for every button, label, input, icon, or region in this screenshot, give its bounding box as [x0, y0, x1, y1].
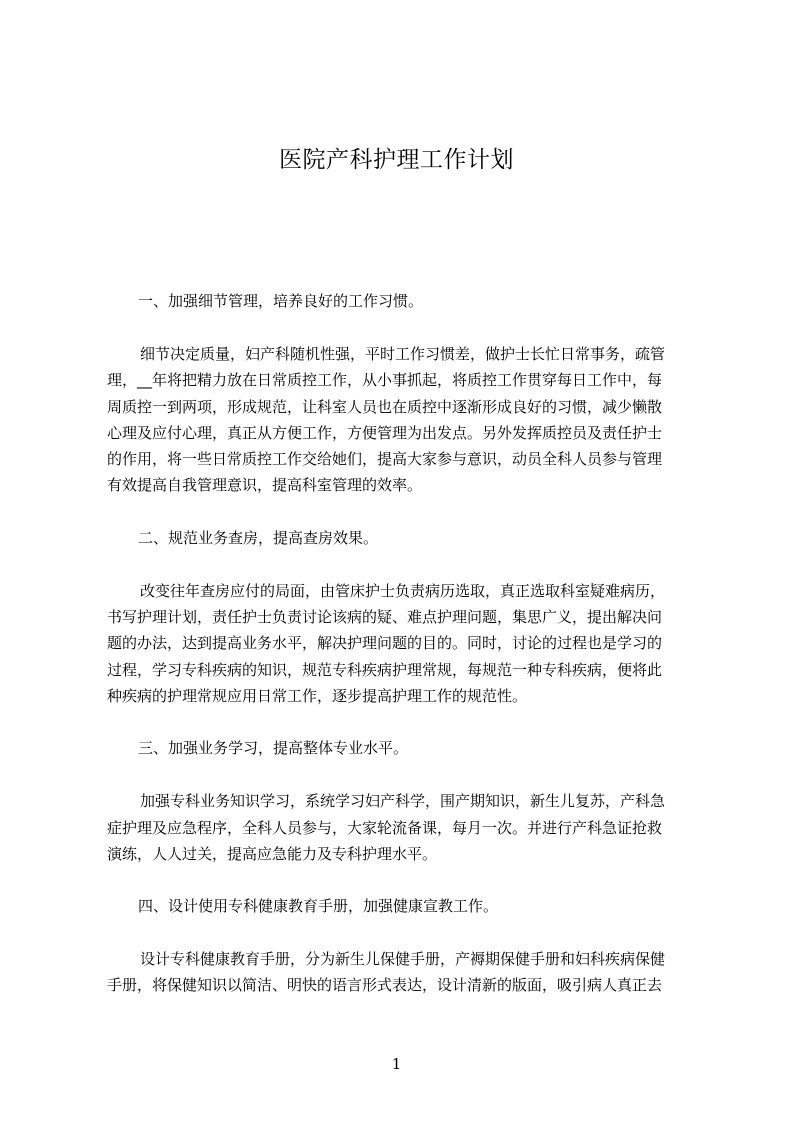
paragraph-line: 症护理及应急程序，全科人员参与，大家轮流备课，每月一次。并进行产科急证抢救	[107, 818, 663, 837]
section-heading: 三、加强业务学习，提高整体专业水平。	[138, 739, 409, 758]
section-paragraph	[107, 788, 700, 867]
document-body	[107, 288, 700, 999]
section-paragraph	[107, 341, 700, 499]
paragraph-line: 过程，学习专科疾病的知识，规范专科疾病护理常规，每规范一种专科疾病，便将此	[107, 660, 663, 679]
paragraph-line: 理，__年将把精力放在日常质控工作，从小事抓起，将质控工作贯穿每日工作中，每	[107, 371, 663, 390]
paragraph-line: 演练，人人过关，提高应急能力及专科护理水平。	[107, 844, 438, 863]
paragraph-line: 设计专科健康教育手册，分为新生儿保健手册，产褥期保健手册和妇科疾病保健	[140, 950, 666, 969]
section-4	[107, 893, 700, 999]
section-2	[107, 525, 700, 735]
paragraph-line: 种疾病的护理常规应用日常工作，逐步提高护理工作的规范性。	[107, 686, 528, 705]
paragraph-line: 的作用，将一些日常质控工作交给她们，提高大家参与意识，动员全科人员参与管理	[107, 450, 663, 469]
paragraph-line: 书写护理计划，责任护士负责讨论该病的疑、难点护理问题，集思广义，提出解决问	[107, 608, 663, 627]
section-heading: 四、设计使用专科健康教育手册，加强健康宣教工作。	[138, 897, 499, 916]
paragraph-line: 改变往年查房应付的局面，由管床护士负责病历选取，真正选取科室疑难病历，	[140, 581, 666, 600]
section-1	[107, 288, 700, 525]
section-heading: 一、加强细节管理，培养良好的工作习惯。	[138, 292, 424, 310]
document-title: 医院产科护理工作计划	[279, 147, 514, 173]
paragraph-line: 加强专科业务知识学习，系统学习妇产科学，围产期知识，新生儿复苏，产科急	[140, 792, 666, 811]
section-paragraph	[107, 946, 700, 999]
section-3	[107, 735, 700, 893]
paragraph-line: 手册，将保健知识以简洁、明快的语言形式表达，设计清新的版面，吸引病人真正去	[107, 976, 663, 995]
section-heading: 二、规范业务查房，提高查房效果。	[138, 528, 379, 547]
paragraph-line: 心理及应付心理，真正从方便工作，方便管理为出发点。另外发挥质控员及责任护士	[107, 423, 663, 442]
page-number: 1	[391, 1055, 402, 1073]
paragraph-line: 有效提高自我管理意识，提高科室管理的效率。	[107, 476, 423, 495]
paragraph-line: 题的办法，达到提高业务水平，解决护理问题的目的。同时，讨论的过程也是学习的	[107, 634, 663, 653]
paragraph-line: 细节决定质量，妇产科随机性强，平时工作习惯差，做护士长忙日常事务，疏管	[140, 345, 666, 363]
section-paragraph	[107, 578, 700, 709]
paragraph-line: 周质控一到两项，形成规范，让科室人员也在质控中逐渐形成良好的习惯，减少懒散	[107, 397, 663, 416]
